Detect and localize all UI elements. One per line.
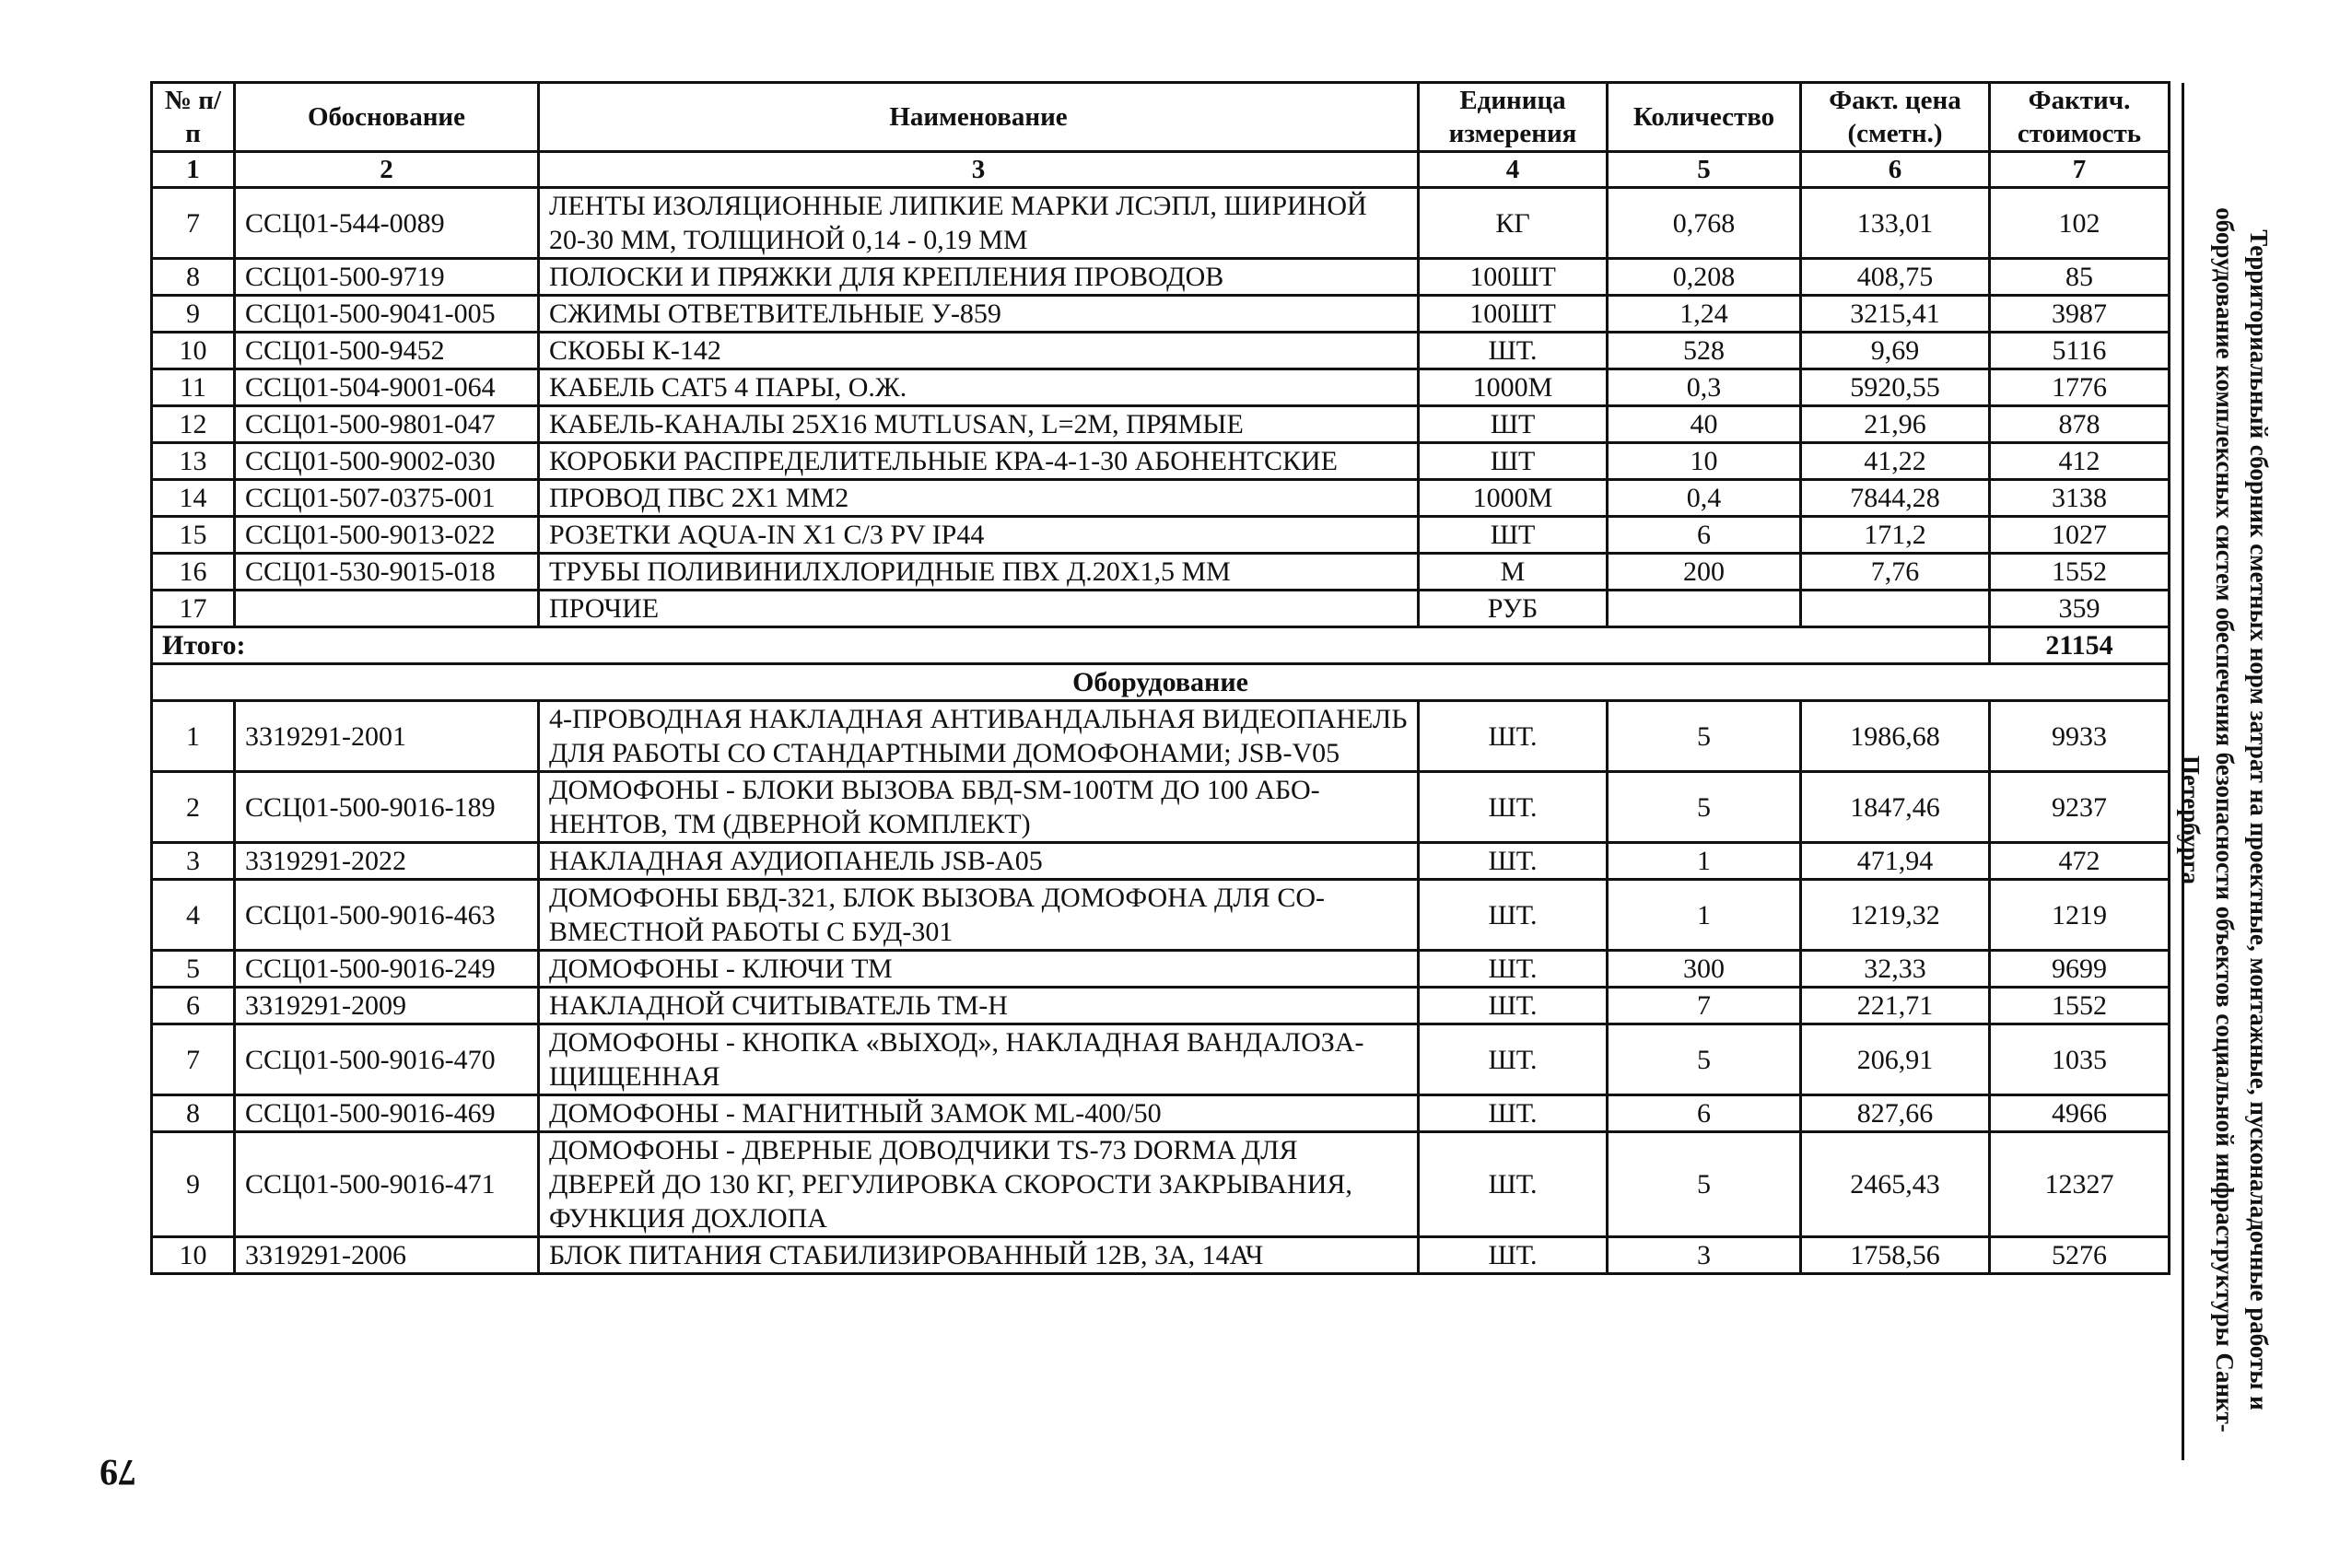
row-name: БЛОК ПИТАНИЯ СТАБИЛИЗИРОВАННЫЙ 12В, 3А, 14АЧ [539, 1237, 1419, 1274]
side-caption [2177, 166, 2276, 1474]
row-name: СЖИМЫ ОТВЕТВИТЕЛЬНЫЕ У-859 [539, 296, 1419, 333]
header-unit: Единица измерения [1419, 83, 1608, 152]
row-number: 8 [152, 259, 235, 296]
row-number: 11 [152, 369, 235, 406]
row-cost: 472 [1990, 843, 2170, 880]
row-unit: ШТ [1419, 443, 1608, 480]
row-name: ПРОВОД ПВС 2Х1 ММ2 [539, 480, 1419, 517]
row-quantity: 5 [1608, 701, 1801, 772]
row-cost: 102 [1990, 188, 2170, 259]
row-unit: 100ШТ [1419, 259, 1608, 296]
equipment-row [152, 772, 2170, 843]
row-basis-code: ССЦ01-500-9002-030 [235, 443, 539, 480]
row-unit: 1000М [1419, 369, 1608, 406]
row-price: 171,2 [1801, 517, 1990, 554]
row-basis-code: ССЦ01-500-9016-471 [235, 1132, 539, 1237]
row-basis-code: ССЦ01-500-9016-463 [235, 880, 539, 951]
row-name: КОРОБКИ РАСПРЕДЕЛИТЕЛЬНЫЕ КРА-4-1-30 АБОНЕНТСКИЕ [539, 443, 1419, 480]
col-number: 7 [1990, 152, 2170, 188]
row-number: 9 [152, 1132, 235, 1237]
row-cost: 1552 [1990, 988, 2170, 1024]
row-basis-code: ССЦ01-507-0375-001 [235, 480, 539, 517]
material-row [152, 554, 2170, 591]
row-cost: 359 [1990, 591, 2170, 627]
row-cost: 412 [1990, 443, 2170, 480]
row-cost: 1027 [1990, 517, 2170, 554]
row-cost: 5276 [1990, 1237, 2170, 1274]
row-price: 206,91 [1801, 1024, 1990, 1095]
row-name: ТРУБЫ ПОЛИВИНИЛХЛОРИДНЫЕ ПВХ Д.20Х1,5 ММ [539, 554, 1419, 591]
row-basis-code: ССЦ01-500-9016-469 [235, 1095, 539, 1132]
row-price: 471,94 [1801, 843, 1990, 880]
equipment-section-title: Оборудование [152, 664, 2170, 701]
row-name: ДОМОФОНЫ - ДВЕРНЫЕ ДОВОДЧИКИ TS-73 DORMA ДЛЯ ДВЕРЕЙ ДО 130 КГ, РЕГУЛИРОВКА СКОРОСТИ ЗАКРЫВАНИЯ, ФУНКЦИЯ ДОХЛОПА [539, 1132, 1419, 1237]
total-section [152, 627, 2170, 701]
row-basis-code: ССЦ01-544-0089 [235, 188, 539, 259]
row-number: 16 [152, 554, 235, 591]
row-basis-code: 3319291-2009 [235, 988, 539, 1024]
equipment-section [152, 701, 2170, 1274]
column-numbers-row [152, 152, 2170, 188]
row-price: 21,96 [1801, 406, 1990, 443]
row-name: 4-ПРОВОДНАЯ НАКЛАДНАЯ АНТИВАНДАЛЬНАЯ ВИДЕОПАНЕЛЬ ДЛЯ РАБОТЫ СО СТАНДАРТНЫМИ ДОМОФОНАМИ; JSB-V05 [539, 701, 1419, 772]
row-cost: 1776 [1990, 369, 2170, 406]
row-quantity: 40 [1608, 406, 1801, 443]
row-price: 133,01 [1801, 188, 1990, 259]
row-cost: 12327 [1990, 1132, 2170, 1237]
row-cost: 1219 [1990, 880, 2170, 951]
row-quantity: 10 [1608, 443, 1801, 480]
row-name: СКОБЫ К-142 [539, 333, 1419, 369]
row-number: 12 [152, 406, 235, 443]
row-basis-code: ССЦ01-500-9719 [235, 259, 539, 296]
header-num: № п/п [152, 83, 235, 152]
row-number: 7 [152, 188, 235, 259]
row-cost: 9933 [1990, 701, 2170, 772]
row-unit: КГ [1419, 188, 1608, 259]
header-row [152, 83, 2170, 152]
row-quantity: 5 [1608, 772, 1801, 843]
row-price: 5920,55 [1801, 369, 1990, 406]
row-cost: 878 [1990, 406, 2170, 443]
row-price: 1847,46 [1801, 772, 1990, 843]
row-unit: ШТ. [1419, 701, 1608, 772]
row-quantity: 1 [1608, 880, 1801, 951]
row-name: ДОМОФОНЫ - КЛЮЧИ ТМ [539, 951, 1419, 988]
estimate-table [150, 81, 2170, 1275]
row-price: 3215,41 [1801, 296, 1990, 333]
row-cost: 3987 [1990, 296, 2170, 333]
row-unit: 100ШТ [1419, 296, 1608, 333]
row-price: 32,33 [1801, 951, 1990, 988]
row-cost: 9699 [1990, 951, 2170, 988]
row-quantity: 1 [1608, 843, 1801, 880]
row-cost: 4966 [1990, 1095, 2170, 1132]
row-cost: 85 [1990, 259, 2170, 296]
row-price: 41,22 [1801, 443, 1990, 480]
row-basis-code: ССЦ01-500-9013-022 [235, 517, 539, 554]
col-number: 2 [235, 152, 539, 188]
equipment-row [152, 1132, 2170, 1237]
row-quantity: 300 [1608, 951, 1801, 988]
row-quantity: 0,768 [1608, 188, 1801, 259]
material-row [152, 296, 2170, 333]
row-name: НАКЛАДНАЯ АУДИОПАНЕЛЬ JSB-A05 [539, 843, 1419, 880]
row-price: 7844,28 [1801, 480, 1990, 517]
row-quantity: 528 [1608, 333, 1801, 369]
row-number: 1 [152, 701, 235, 772]
row-name: ЛЕНТЫ ИЗОЛЯЦИОННЫЕ ЛИПКИЕ МАРКИ ЛСЭПЛ, ШИРИНОЙ 20-30 ММ, ТОЛЩИНОЙ 0,14 - 0,19 ММ [539, 188, 1419, 259]
equipment-row [152, 1095, 2170, 1132]
equipment-row [152, 1237, 2170, 1274]
row-basis-code: ССЦ01-500-9041-005 [235, 296, 539, 333]
row-price: 1219,32 [1801, 880, 1990, 951]
row-quantity: 7 [1608, 988, 1801, 1024]
row-number: 4 [152, 880, 235, 951]
row-quantity: 3 [1608, 1237, 1801, 1274]
row-basis-code: ССЦ01-500-9801-047 [235, 406, 539, 443]
row-price: 7,76 [1801, 554, 1990, 591]
row-price [1801, 591, 1990, 627]
col-number: 1 [152, 152, 235, 188]
row-number: 9 [152, 296, 235, 333]
row-number: 10 [152, 1237, 235, 1274]
material-row [152, 591, 2170, 627]
material-row [152, 333, 2170, 369]
row-cost: 9237 [1990, 772, 2170, 843]
equipment-row [152, 951, 2170, 988]
row-quantity: 1,24 [1608, 296, 1801, 333]
row-cost: 3138 [1990, 480, 2170, 517]
col-number: 3 [539, 152, 1419, 188]
row-quantity [1608, 591, 1801, 627]
row-price: 9,69 [1801, 333, 1990, 369]
col-number: 6 [1801, 152, 1990, 188]
row-name: КАБЕЛЬ-КАНАЛЫ 25Х16 MUTLUSAN, L=2M, ПРЯМЫЕ [539, 406, 1419, 443]
row-price: 1986,68 [1801, 701, 1990, 772]
row-name: НАКЛАДНОЙ СЧИТЫВАТЕЛЬ ТМ-Н [539, 988, 1419, 1024]
row-quantity: 0,4 [1608, 480, 1801, 517]
row-quantity: 0,208 [1608, 259, 1801, 296]
materials-section [152, 188, 2170, 627]
material-row [152, 480, 2170, 517]
row-name: РОЗЕТКИ AQUA-IN X1 C/3 PV IP44 [539, 517, 1419, 554]
row-unit: ШТ [1419, 406, 1608, 443]
row-cost: 5116 [1990, 333, 2170, 369]
row-number: 8 [152, 1095, 235, 1132]
row-name: ДОМОФОНЫ - КНОПКА «ВЫХОД», НАКЛАДНАЯ ВАНДАЛОЗА-ЩИЩЕННАЯ [539, 1024, 1419, 1095]
row-price: 221,71 [1801, 988, 1990, 1024]
equipment-row [152, 1024, 2170, 1095]
row-price: 408,75 [1801, 259, 1990, 296]
row-number: 6 [152, 988, 235, 1024]
row-unit: ШТ. [1419, 843, 1608, 880]
header-name: Наименование [539, 83, 1419, 152]
row-quantity: 5 [1608, 1132, 1801, 1237]
header-basis: Обоснование [235, 83, 539, 152]
row-unit: 1000М [1419, 480, 1608, 517]
row-name: ДОМОФОНЫ - БЛОКИ ВЫЗОВА БВД-SM-100ТМ ДО 100 АБО-НЕНТОВ, ТМ (ДВЕРНОЙ КОМПЛЕКТ) [539, 772, 1419, 843]
material-row [152, 406, 2170, 443]
page-number: 79 [99, 1452, 136, 1493]
material-row [152, 443, 2170, 480]
row-number: 17 [152, 591, 235, 627]
total-value: 21154 [1990, 627, 2170, 664]
row-unit: ШТ. [1419, 1132, 1608, 1237]
material-row [152, 369, 2170, 406]
row-name: ДОМОФОНЫ - МАГНИТНЫЙ ЗАМОК ML-400/50 [539, 1095, 1419, 1132]
row-unit: ШТ [1419, 517, 1608, 554]
row-cost: 1035 [1990, 1024, 2170, 1095]
material-row [152, 188, 2170, 259]
row-basis-code: 3319291-2006 [235, 1237, 539, 1274]
row-number: 14 [152, 480, 235, 517]
row-basis-code: ССЦ01-530-9015-018 [235, 554, 539, 591]
row-cost: 1552 [1990, 554, 2170, 591]
col-number: 4 [1419, 152, 1608, 188]
row-name: КАБЕЛЬ CAT5 4 ПАРЫ, О.Ж. [539, 369, 1419, 406]
row-basis-code [235, 591, 539, 627]
row-unit: М [1419, 554, 1608, 591]
row-number: 10 [152, 333, 235, 369]
row-number: 7 [152, 1024, 235, 1095]
material-row [152, 259, 2170, 296]
row-unit: РУБ [1419, 591, 1608, 627]
row-basis-code: ССЦ01-500-9452 [235, 333, 539, 369]
header-cost: Фактич. стоимость [1990, 83, 2170, 152]
row-price: 1758,56 [1801, 1237, 1990, 1274]
equipment-row [152, 988, 2170, 1024]
row-quantity: 6 [1608, 517, 1801, 554]
row-unit: ШТ. [1419, 333, 1608, 369]
side-caption-text: Территориальный сборник сметных норм затрат на проектные, монтажные, пусконаладочные работы и оборудование комплексных систем обеспечения безопасности объектов социальной инфраструктуры Санкт-Петербурга [2177, 207, 2273, 1433]
row-basis-code: ССЦ01-500-9016-470 [235, 1024, 539, 1095]
row-basis-code: 3319291-2022 [235, 843, 539, 880]
total-row [152, 627, 2170, 664]
row-unit: ШТ. [1419, 880, 1608, 951]
row-name: ПРОЧИЕ [539, 591, 1419, 627]
header-price: Факт. цена (сметн.) [1801, 83, 1990, 152]
header-qty: Количество [1608, 83, 1801, 152]
row-number: 13 [152, 443, 235, 480]
row-basis-code: ССЦ01-500-9016-189 [235, 772, 539, 843]
row-quantity: 200 [1608, 554, 1801, 591]
material-row [152, 517, 2170, 554]
total-label: Итого: [152, 627, 1990, 664]
row-unit: ШТ. [1419, 988, 1608, 1024]
row-basis-code: 3319291-2001 [235, 701, 539, 772]
row-unit: ШТ. [1419, 1095, 1608, 1132]
row-name: ДОМОФОНЫ БВД-321, БЛОК ВЫЗОВА ДОМОФОНА ДЛЯ СО-ВМЕСТНОЙ РАБОТЫ С БУД-301 [539, 880, 1419, 951]
row-number: 5 [152, 951, 235, 988]
row-unit: ШТ. [1419, 772, 1608, 843]
row-basis-code: ССЦ01-500-9016-249 [235, 951, 539, 988]
row-quantity: 5 [1608, 1024, 1801, 1095]
col-number: 5 [1608, 152, 1801, 188]
row-unit: ШТ. [1419, 1237, 1608, 1274]
row-price: 827,66 [1801, 1095, 1990, 1132]
row-quantity: 0,3 [1608, 369, 1801, 406]
equipment-row [152, 701, 2170, 772]
row-unit: ШТ. [1419, 951, 1608, 988]
section-title-row [152, 664, 2170, 701]
row-unit: ШТ. [1419, 1024, 1608, 1095]
row-price: 2465,43 [1801, 1132, 1990, 1237]
row-number: 15 [152, 517, 235, 554]
row-number: 2 [152, 772, 235, 843]
row-basis-code: ССЦ01-504-9001-064 [235, 369, 539, 406]
row-quantity: 6 [1608, 1095, 1801, 1132]
row-name: ПОЛОСКИ И ПРЯЖКИ ДЛЯ КРЕПЛЕНИЯ ПРОВОДОВ [539, 259, 1419, 296]
equipment-row [152, 880, 2170, 951]
equipment-row [152, 843, 2170, 880]
row-number: 3 [152, 843, 235, 880]
